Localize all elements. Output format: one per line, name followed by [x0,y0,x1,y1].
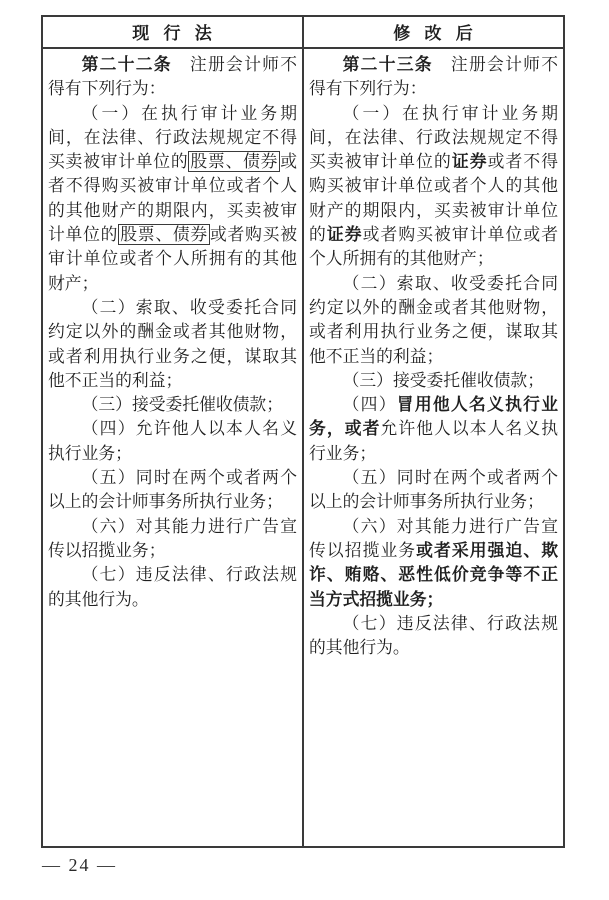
law-paragraph [48,417,297,466]
emphasized-text: 或者采用强迫、欺诈、贿赂、恶性低价竞争等不正当方式招揽业务； [309,540,558,609]
law-text: （三）接受委托催收债款； [81,395,283,415]
law-paragraph [309,272,558,369]
emphasized-text: 第二十二条 [81,55,172,74]
law-paragraph [309,393,558,466]
law-text: （五）同时在两个或者两个以上的会计师事务所执行业务； [48,468,297,512]
law-paragraph [48,53,297,102]
page-number: — 24 — [42,855,117,875]
law-text: （二）索取、收受委托合同约定以外的酬金或者其他财物，或者利用执行业务之便，谋取其他不正当的利益； [309,273,558,366]
current-law-text [48,53,297,612]
law-text: （四）允许他人以本人名义执行业务； [48,419,297,463]
current-law-cell [42,48,303,847]
amended-text [309,53,558,660]
emphasized-text: 冒用他人名义执行业务，或者 [309,395,558,439]
emphasized-text: 证券 [451,152,488,172]
emphasized-text: 第二十三条 [342,55,433,74]
law-paragraph [48,515,297,564]
law-text: 注册会计师不得有下列行为： [309,55,558,99]
law-paragraph [309,369,558,393]
law-paragraph [309,466,558,515]
law-text: （一）在执行审计业务期间，在法律、行政法规规定不得买卖被审计单位的 [309,103,558,172]
law-paragraph [48,466,297,515]
amended-cell [303,48,564,847]
law-text: 或者购买被审计单位或者个人所拥有的其他财产； [48,225,297,293]
law-text: 注册会计师不得有下列行为： [48,55,297,99]
law-paragraph [309,53,558,102]
law-text: （二）索取、收受委托合同约定以外的酬金或者其他财物，或者利用执行业务之便，谋取其他不正当的利益； [48,297,297,390]
law-paragraph [48,393,297,417]
law-text: （六）对其能力进行广告宣传以招揽业务 [309,516,558,560]
law-paragraph [309,515,558,612]
column-header-current-law: 现 行 法 [42,16,303,48]
law-text: （五）同时在两个或者两个以上的会计师事务所执行业务； [309,468,558,512]
law-text: （七）违反法律、行政法规的其他行为。 [309,613,558,658]
law-paragraph [309,102,558,272]
law-text: 或者不得购买被审计单位或者个人的其他财产的期限内，买卖被审计单位的 [309,152,558,245]
law-text: 或者购买被审计单位或者个人所拥有的其他财产； [309,225,558,269]
law-text: 允许他人以本人名义执行业务； [309,419,558,463]
law-paragraph [48,296,297,393]
deleted-text-box: 股票、债券 [120,225,208,245]
law-text: 或者不得购买被审计单位或者个人的其他财产的期限内，买卖被审计单位的 [48,152,297,245]
emphasized-text: 证券 [326,225,363,245]
law-paragraph [48,563,297,612]
law-text: （四） [342,395,397,415]
law-comparison-table [41,15,565,848]
law-text: （六）对其能力进行广告宣传以招揽业务； [48,516,297,560]
law-paragraph [309,612,558,661]
column-header-amended: 修 改 后 [303,16,564,48]
deleted-text-box: 股票、债券 [190,152,279,172]
law-text: （三）接受委托催收债款； [342,370,544,390]
law-paragraph [48,102,297,296]
table-header-row [42,16,564,48]
law-text: （七）违反法律、行政法规的其他行为。 [48,565,297,609]
table-body-row [42,48,564,847]
law-text: （一）在执行审计业务期间，在法律、行政法规规定不得买卖被审计单位的 [48,103,297,172]
